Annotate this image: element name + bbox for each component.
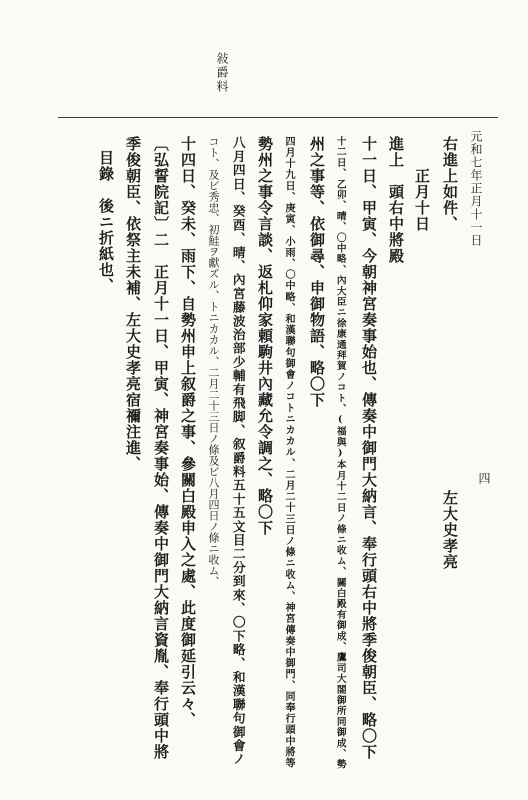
text-column: 元和七年正月十一日: [469, 130, 483, 247]
text-column: 左大史孝亮: [441, 490, 459, 570]
text-column: 十二日、乙卯、晴、〇中略、內大臣ニ徐康通拜賀ノコト、(福與)本月十二日ノ條ニ收ム、關白殿有御成、鷹司大閤御所同御成、勢: [334, 136, 346, 770]
running-header: 敍爵料: [215, 52, 229, 94]
text-column: 十一日、甲寅、今朝神宮奏事始也、傳奏中御門大納言、奉行頭右中將季俊朝臣、略〇下: [360, 136, 378, 760]
text-column: 正月十日: [413, 168, 431, 232]
text-column: 右進上如件、: [441, 136, 459, 232]
text-column: 勢州之事令言談、返札仰家頼駒井內藏允令調之、略〇下: [256, 136, 274, 536]
text-column: 進上 頭右中將殿: [387, 136, 405, 264]
text-column: 〔弘誓院記〕二 正月十一日、甲寅、神宮奏事始、傳奏中御門大納言資胤、奉行頭中將: [152, 136, 170, 760]
text-column: 季俊朝臣、依祭主未補、左大史孝亮宿禰注進、: [124, 136, 142, 472]
text-column: 州之事等、依御尋、申御物語、略〇下: [308, 136, 326, 408]
text-column-note: コト、及ビ秀忠、初鮭ヲ獻ズル、トニカカル、二月二十三日ノ條及ビ八月四日ノ條ニ收ム、: [207, 136, 220, 587]
text-column: 四月十九日、庚寅、小雨、〇中略、和漢聯句御會ノコトニカカル、二月二十三日ノ條ニ收ム、神宮傳奏中御門、同奉行頭中將等: [283, 136, 295, 769]
text-column: 十四日、癸未、雨下、自勢州申上叙爵之事、參關白殿申入之處、此度御延引云々、: [179, 136, 197, 728]
page-number: 四: [477, 472, 491, 484]
header-rule: [58, 117, 498, 118]
text-column: 八月四日、癸酉、晴、內宮藤波治部少輔有飛脚、叙爵料五十五文目二分到來、〇下略、和漢聯句御會ノ: [230, 136, 246, 767]
text-column: 目錄 後ニ折紙也、: [97, 150, 115, 294]
